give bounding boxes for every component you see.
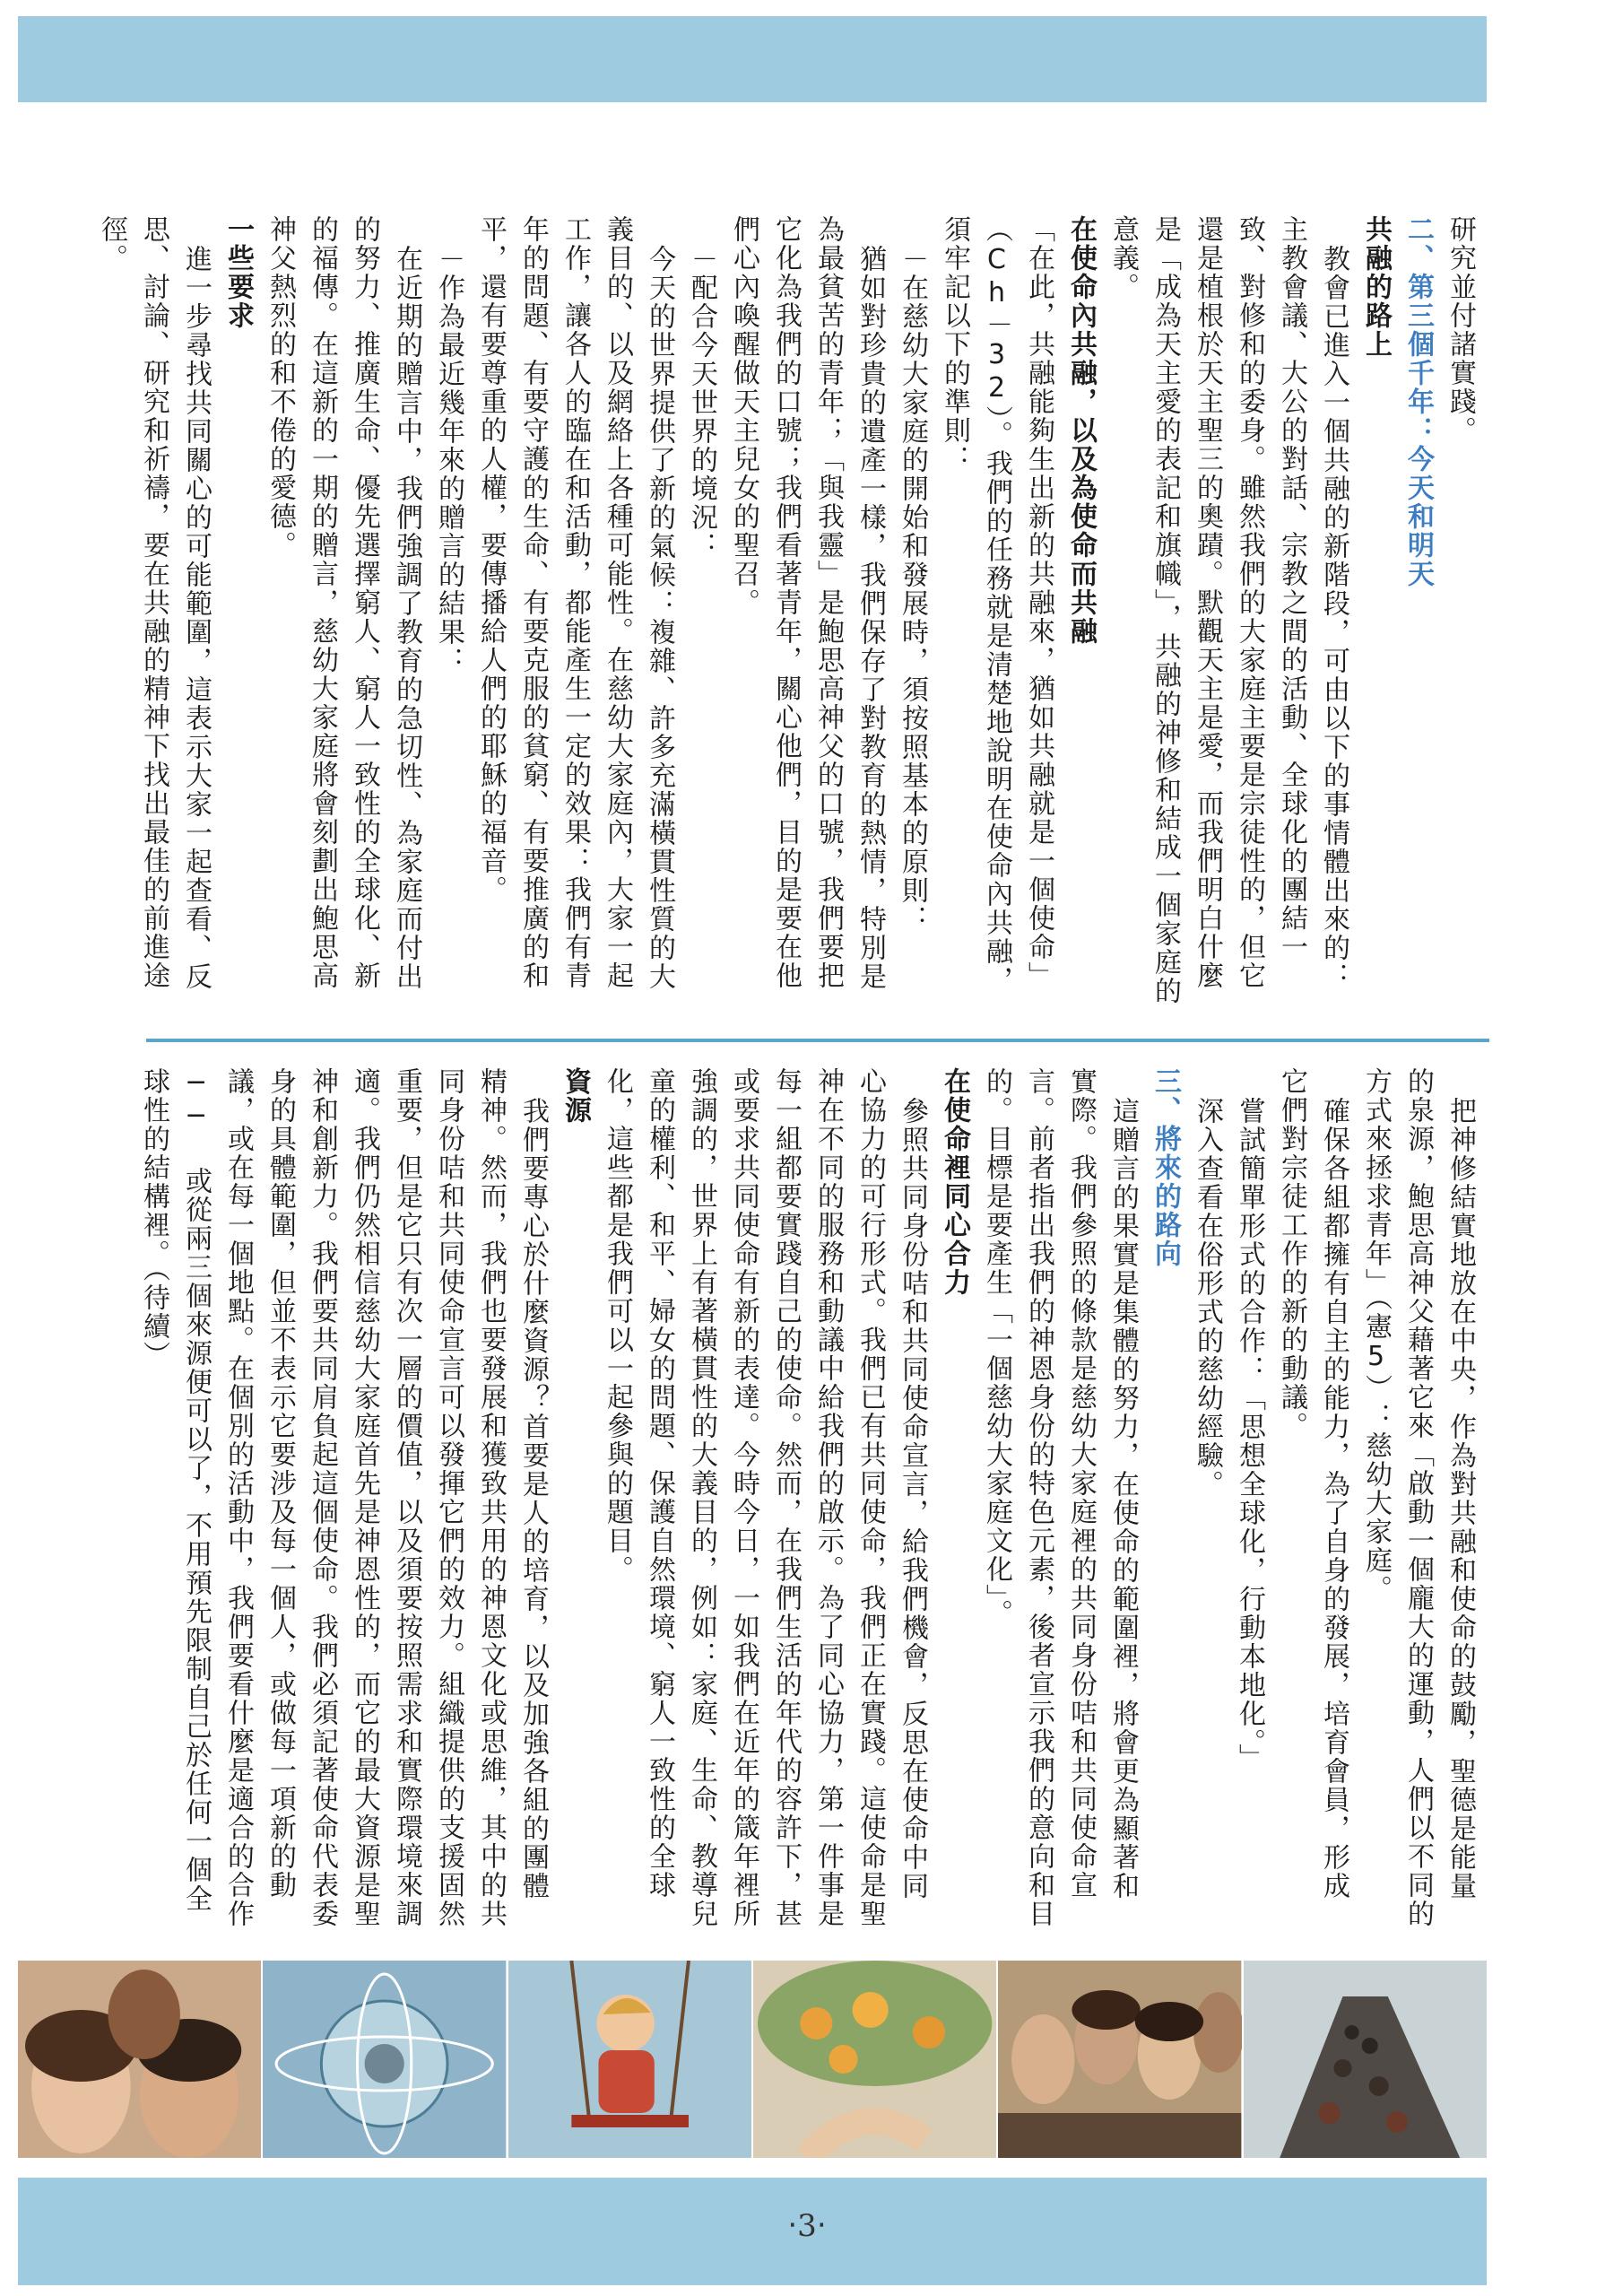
paragraph: 我們要專心於什麼資源？首要是人的培育，以及加強各組的團體精神。然而，我們也要發展和獲致共用的神恩文化或思維，其中的共同身份咭和共同使命宣言可以發揮它們的效力。組織提供的支援固然重要，但是它只有次一層的價值，以及須要按照需求和實際環境來調適。我們仍然相信慈幼大家庭首先是神恩性的，而它的最大資源是聖神和創新力。我們要共同肩負起這個使命。我們必須記著使命代表委身的具體範圍，但並不表示它要涉及每一個人，或做每一項新的動議，或在每一個地點。在個別的活動中，我們要看什麼是適合的合作 ── 或從兩三個來源便可以了，不用預先限制自己於任何一個全球性的結構裡。（待續） <box>138 1067 549 1928</box>
section-heading-2: 二、第三個千年：今天和明天 <box>1402 215 1434 588</box>
paragraph: 在近期的贈言中，我們強調了教育的急切性、為家庭而付出的努力、推廣生命、優先選擇窮人、窮人一致性的全球化、新的福傳。在這新的一期的贈言，慈幼大家庭將會刻劃出鮑思高神父熱烈的和不倦的愛德。 <box>265 215 422 991</box>
subheading-communion-in-mission: 在使命內共融，以及為使命而共融 <box>1065 215 1097 646</box>
subheading-communion-path: 共融的路上 <box>1360 215 1392 359</box>
paragraph: 確保各組都擁有自主的能力，為了自身的發展，培育會員，形成它們對宗徒工作的新的動議。 <box>1276 1067 1349 1900</box>
bottom-text-block <box>136 1067 1481 1928</box>
top-color-band <box>18 16 1487 102</box>
paragraph: 今天的世界提供了新的氣候：複雜、許多充滿橫貫性質的大義目的、以及網絡上各種可能性。在慈幼大家庭內，大家一起工作，讓各人的臨在和活動，都能產生一定的效果：我們有青年的問題、有要守護的生命、有要克服的貧窮、有要推廣的和平，還有要尊重的人權，要傳播給人們的耶穌的福音。 <box>475 215 675 991</box>
top-text-block <box>96 215 1481 1018</box>
paragraph: －作為最近幾年來的贈言的結果： <box>433 245 464 675</box>
child-icon <box>508 1961 751 2158</box>
paragraph: 「在此，共融能夠生出新的共融來，猶如共融就是一個使命」（Ch－32）。我們的任務就是清楚地說明在使命內共融，須牢記以下的準則： <box>939 215 1054 995</box>
fruit-tree-icon <box>753 1961 996 2158</box>
paragraph: －配合今天世界的境況： <box>686 245 717 561</box>
subheading-united-in-mission: 在使命裡同心合力 <box>939 1067 970 1297</box>
section-heading-3: 三、將來的路向 <box>1150 1067 1181 1268</box>
paragraph: 教會已進入一個共融的新階段，可由以下的事情體出來的：主教會議、大公的對話、宗教之間的活動、全球化的團結一致、對修和的委身。雖然我們的大家庭主要是宗徒性的，但它還是植根於天主聖三的奧蹟。默觀天主是愛，而我們明白什麼是「成為天主愛的表記和旗幟」，共融的神修和結成一個家庭的意義。 <box>1107 215 1349 1005</box>
paragraph: 深入查看在俗形式的慈幼經驗。 <box>1192 1097 1223 1499</box>
illustration-strip <box>18 1961 1487 2158</box>
crowd-icon <box>998 1961 1241 2158</box>
paragraph: 參照共同身份咭和共同使命宣言，給我們機會，反思在使命中同心協力的可行形式。我們已有共同使命，我們正在實踐。這使命是聖神在不同的服務和動議中給我們的啟示。為了同心協力，第一件事是每一組都要實踐自己的使命。然而，在我們生活的年代的容許下，甚或要求共同使命有新的表達。今時今日，一如我們在近年的箴年裡所強調的，世界上有著橫貫性的大義目的，例如：家庭、生命、教導兒童的權利、和平、婦女的問題、保護自然環境、窮人一致性的全球化，這些都是我們可以一起參與的題目。 <box>602 1067 928 1928</box>
page-number: ‧3‧ <box>787 2208 827 2244</box>
paragraph: 嘗試簡單形式的合作：「思想全球化，行動本地化。」 <box>1234 1097 1265 1772</box>
procession-icon <box>1244 1961 1487 2158</box>
faces-icon <box>18 1961 261 2158</box>
paragraph: －在慈幼大家庭的開始和發展時，須按照基本的原則： <box>897 245 928 934</box>
section-divider <box>146 1039 1489 1042</box>
intro-line: 研究並付諸實踐。 <box>1445 215 1476 445</box>
subheading-resources: 資源 <box>560 1067 591 1125</box>
subheading-requirements: 一些要求 <box>222 215 254 330</box>
paragraph: 猶如對珍貴的遺產一樣，我們保存了對教育的熱情，特別是為最貧苦的青年；「與我靈」是鮑思高神父的口號，我們要把它化為我們的口號；我們看著青年，關心他們，目的是要在他們心內喚醒做天主兒女的聖召。 <box>728 215 886 991</box>
paragraph: 這贈言的果實是集體的努力，在使命的範圍裡，將會更為顯著和實際。我們參照的條款是慈幼大家庭裡的共同身份咭和共同使命宣言。前者指出我們的神恩身份的特色元素，後者宣示我們的意向和目的。目標是要產生「一個慈幼大家庭文化」。 <box>981 1067 1139 1928</box>
paragraph: 把神修結實地放在中央，作為對共融和使命的鼓勵，聖德是能量的泉源，鮑思高神父藉著它來「啟動一個龐大的運動，人們以不同的方式來拯求青年」（憲5）：慈幼大家庭。 <box>1360 1067 1476 1928</box>
paragraph: 進一步尋找共同關心的可能範圍，這表示大家一起查看、反思、討論、研究和祈禱，要在共融的精神下找出最佳的前進途徑。 <box>96 215 212 991</box>
globe-icon <box>263 1961 506 2158</box>
